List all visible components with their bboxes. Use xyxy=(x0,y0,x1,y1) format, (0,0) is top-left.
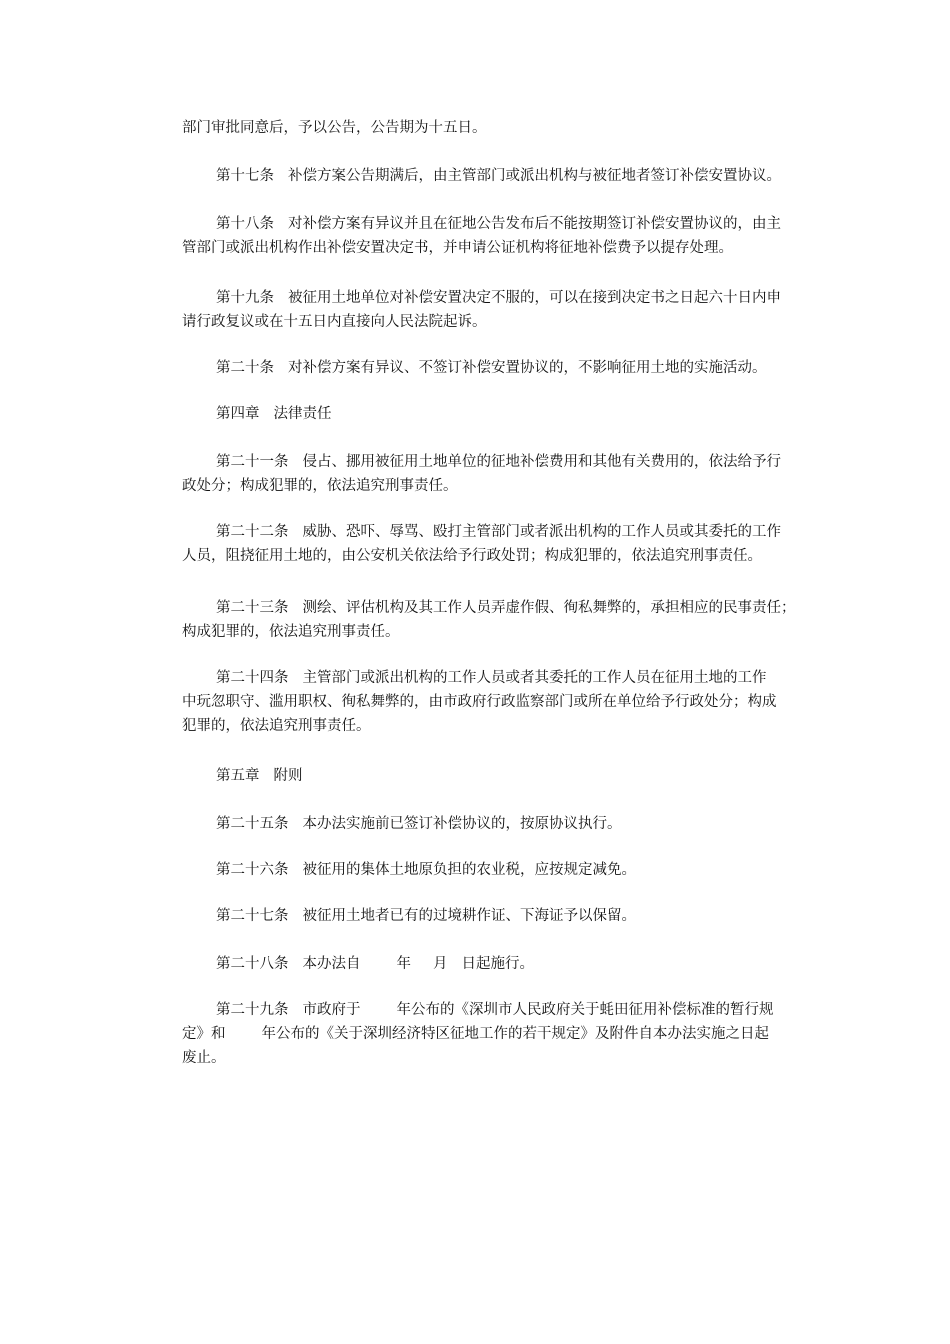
article-text: 废止。 xyxy=(182,1050,226,1066)
chapter-4-heading xyxy=(182,402,864,426)
article-26 xyxy=(182,858,864,882)
article-text: 威胁、恐吓、辱骂、殴打主管部门或者派出机构的工作人员或其委托的工作 xyxy=(302,524,781,540)
article-22 xyxy=(182,520,864,568)
chapter-title: 附则 xyxy=(273,768,303,784)
article-text: 侵占、挪用被征用土地单位的征地补偿费用和其他有关费用的，依法给予行 xyxy=(302,454,781,470)
article-text: 本办法实施前已签订补偿协议的，按原协议执行。 xyxy=(302,816,622,832)
article-number: 第十九条 xyxy=(216,290,274,306)
chapter-title: 法律责任 xyxy=(273,406,332,422)
article-text: 中玩忽职守、滥用职权、徇私舞弊的，由市政府行政监察部门或所在单位给予行政处分；构成 xyxy=(182,694,777,710)
article-text: 年公布的《深圳市人民政府关于蚝田征用补偿标准的暂行规 xyxy=(396,1002,774,1018)
chapter-number: 第五章 xyxy=(216,768,260,784)
article-number: 第二十四条 xyxy=(216,670,289,686)
chapter-5-heading xyxy=(182,764,864,788)
article-number: 第十八条 xyxy=(216,216,274,232)
article-text: 被征用的集体土地原负担的农业税，应按规定减免。 xyxy=(302,862,636,878)
article-number: 第二十二条 xyxy=(216,524,289,540)
article-text: 被征用土地者已有的过境耕作证、下海证予以保留。 xyxy=(302,908,636,924)
article-number: 第二十三条 xyxy=(216,600,289,616)
article-23 xyxy=(182,596,864,644)
article-text: 被征用土地单位对补偿安置决定不服的，可以在接到决定书之日起六十日内申 xyxy=(288,290,781,306)
article-number: 第十七条 xyxy=(216,168,274,184)
article-21 xyxy=(182,450,864,498)
article-text: 构成犯罪的，依法追究刑事责任。 xyxy=(182,624,400,640)
article-text: 政处分；构成犯罪的，依法追究刑事责任。 xyxy=(182,478,458,494)
article-text: 主管部门或派出机构的工作人员或者其委托的工作人员在征用土地的工作 xyxy=(302,670,767,686)
article-number: 第二十六条 xyxy=(216,862,289,878)
paragraph-continuation xyxy=(182,116,864,140)
article-text: 年公布的《关于深圳经济特区征地工作的若干规定》及附件自本办法实施之日起 xyxy=(261,1026,769,1042)
article-text: 定》和 xyxy=(182,1026,226,1042)
article-number: 第二十一条 xyxy=(216,454,289,470)
article-text: 请行政复议或在十五日内直接向人民法院起诉。 xyxy=(182,314,487,330)
article-28 xyxy=(182,952,864,976)
article-24 xyxy=(182,666,864,738)
text-line: 部门审批同意后，予以公告，公告期为十五日。 xyxy=(182,120,487,136)
chapter-number: 第四章 xyxy=(216,406,260,422)
article-25 xyxy=(182,812,864,836)
article-29 xyxy=(182,998,864,1070)
article-27 xyxy=(182,904,864,928)
article-number: 第二十七条 xyxy=(216,908,289,924)
article-text: 测绘、评估机构及其工作人员弄虚作假、徇私舞弊的，承担相应的民事责任； xyxy=(302,600,796,616)
article-text: 管部门或派出机构作出补偿安置决定书，并申请公证机构将征地补偿费予以提存处理。 xyxy=(182,240,733,256)
article-number: 第二十五条 xyxy=(216,816,289,832)
article-text: 补偿方案公告期满后，由主管部门或派出机构与被征地者签订补偿安置协议。 xyxy=(288,168,781,184)
year-label: 年 xyxy=(396,956,411,972)
article-number: 第二十条 xyxy=(216,360,274,376)
month-label: 月 xyxy=(433,956,448,972)
article-text: 对补偿方案有异议并且在征地公告发布后不能按期签订补偿安置协议的，由主 xyxy=(288,216,781,232)
article-19 xyxy=(182,286,864,334)
article-text: 本办法自 xyxy=(302,956,361,972)
article-text: 对补偿方案有异议、不签订补偿安置协议的，不影响征用土地的实施活动。 xyxy=(288,360,767,376)
day-text: 日起施行。 xyxy=(461,956,534,972)
article-17 xyxy=(182,164,864,188)
article-18 xyxy=(182,212,864,260)
article-text: 犯罪的，依法追究刑事责任。 xyxy=(182,718,371,734)
article-text: 市政府于 xyxy=(302,1002,361,1018)
article-number: 第二十九条 xyxy=(216,1002,289,1018)
article-number: 第二十八条 xyxy=(216,956,289,972)
article-20 xyxy=(182,356,864,380)
article-text: 人员，阻挠征用土地的，由公安机关依法给予行政处罚；构成犯罪的，依法追究刑事责任。 xyxy=(182,548,762,564)
